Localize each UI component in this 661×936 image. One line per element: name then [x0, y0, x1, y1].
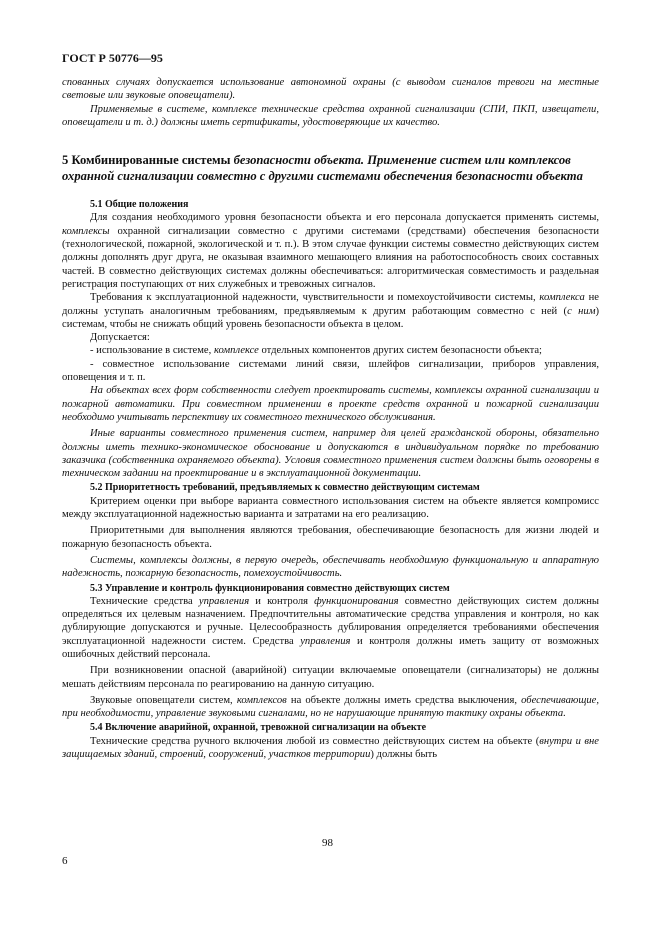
- document-body: [62, 76, 599, 761]
- subsection-5-2-heading: 5.2 Приоритетность требований, предъявляемых к совместно действующим системам: [90, 482, 480, 494]
- s51-paragraph-1: [62, 211, 599, 291]
- text-run: отдельных компонентов других систем безопасности объекта;: [261, 345, 542, 357]
- italic-run: функционирования: [314, 595, 399, 607]
- text-run: охранной сигнализации совместно с другими системами (средствами) обеспечения безопасности (технологической, пожарной, экологической и т. п.). В этом случае функции системы совместно действующих систем должны дополнять друг друга, не оказывая взаимного мешающего влияния на работоспособность своих составных частей. В совместно действующих системах должны обеспечиваться: алгоритмическая совместимость и раздельная регистрация поступающих от них служебных и тревожных сигналов.: [62, 225, 599, 290]
- page-number-left: 6: [62, 855, 68, 867]
- intro-paragraph-2: Применяемые в системе, комплексе технические средства охранной сигнализации (СПИ, ПКП, извещатели, оповещатели и т. д.) должны иметь сертификаты, удостоверяющие их качество.: [62, 103, 599, 128]
- s52-paragraph-3: Системы, комплексы должны, в первую очередь, обеспечивать необходимую функциональную и аппаратную надежность, пожарную безопасность, помехоустойчивость.: [62, 554, 599, 580]
- italic-run: комплекса: [539, 292, 585, 304]
- italic-run: комплексы: [62, 225, 110, 237]
- text-run: на объекте должны иметь средства выключения,: [290, 694, 517, 706]
- subsection-5-3-heading: 5.3 Управление и контроль функционирования совместно действующих систем: [90, 582, 450, 594]
- text-run: и контроля должны иметь защиту от возможных ошибочных действий персонала.: [62, 635, 599, 660]
- section-title-part-c: . Применение систем или комплексов охранной сигнализации совместно с другими системами обеспечения безопасности объекта: [62, 153, 583, 183]
- s51-paragraph-7: Иные варианты совместного применения систем, например для целей гражданской обороны, обязательно должны иметь технико-экономическое обоснование и допускаются в индивидуальном порядке по требованию заказчика (собственника охраняемого объекта). Условия совместного применения систем должны быть оговорены в техническом задании на проектирование и в эксплуатационной документации.: [62, 428, 599, 480]
- text-run: Технические средства: [90, 595, 193, 607]
- s53-paragraph-1: [62, 595, 599, 661]
- italic-run: управления: [300, 635, 351, 647]
- italic-run: внутри и вне защищаемых зданий, строений, сооружений, участков территории: [62, 735, 599, 761]
- s51-paragraph-6: На объектах всех форм собственности следует проектировать системы, комплексы охранной сигнализации и пожарной автоматики. При совместном применении в проекте средств охранной и пожарной сигнализации необходимо учитывать перспективу их совместного технического обслуживания.: [62, 385, 599, 423]
- section-title-part-b: безопасности объекта: [233, 153, 361, 168]
- s51-paragraph-2: [62, 291, 599, 331]
- italic-run: с ним: [567, 305, 596, 317]
- s52-paragraph-2: Приоритетными для выполнения являются требования, обеспечивающие безопасность для жизни людей и пожарную безопасность объекта.: [62, 525, 599, 550]
- document-header: ГОСТ Р 50776—95: [62, 51, 163, 65]
- s52-paragraph-1: Критерием оценки при выборе варианта совместного использования систем на объекте является компромисс между эксплуатационной надежностью варианта и затратами на его реализацию.: [62, 495, 599, 521]
- text-run: и контроля: [255, 595, 309, 607]
- subsection-5-4-heading: 5.4 Включение аварийной, охранной, тревожной сигнализации на объекте: [90, 722, 427, 734]
- italic-run: комплексе: [213, 345, 259, 357]
- s54-paragraph-1: [62, 735, 599, 762]
- text-run: ) системам, чтобы не снижать общий уровень безопасности объекта в целом.: [62, 305, 599, 330]
- page-number-center: 98: [322, 837, 333, 849]
- text-run: Требования к эксплуатационной надежности, чувствительности и помехоустойчивости системы,: [90, 292, 536, 304]
- text-run: Технические средства ручного включения любой из совместно действующих систем на объекте (: [90, 735, 540, 747]
- text-run: ) должны быть: [370, 749, 438, 761]
- text-run: совместно действующих систем должны определяться их целевым назначением. Предпочтительны автоматические средства управления и контроля, но как дублирующие допускаются и ручные. Целесообразность дублирования определяется требованиями обеспечения эксплуатационной надежности систем. Средства: [62, 595, 599, 647]
- italic-run: комплексов: [236, 694, 287, 706]
- section-number: 5: [62, 153, 69, 168]
- s53-paragraph-3: [62, 694, 599, 721]
- s53-paragraph-2: При возникновении опасной (аварийной) ситуации включаемые оповещатели (сигнализаторы) не должны мешать действиям персонала по реагированию на данную ситуацию.: [62, 665, 599, 690]
- text-run: - использование в системе,: [90, 345, 212, 357]
- text-run: не должны уступать аналогичным требованиям, предъявляемым к другим работающим совместно с ней (: [62, 292, 599, 317]
- s51-list-item-1: [62, 344, 599, 357]
- section-5-title: [62, 153, 599, 184]
- s51-paragraph-3: Допускается:: [90, 332, 150, 344]
- subsection-5-1-heading: 5.1 Общие положения: [90, 199, 189, 211]
- intro-paragraph-1: спованных случаях допускается использование автономной охраны (с выводом сигналов тревоги на местные световые или звуковые оповещатели).: [62, 77, 599, 102]
- s51-list-item-2: - совместное использование системами линий связи, шлейфов сигнализации, приборов управления, оповещения и т. п.: [62, 358, 599, 384]
- section-title-part-a: Комбинированные системы: [71, 153, 231, 168]
- italic-run: обеспечивающие, при необходимости, управление звуковыми сигналами, но не нарушающие принятую тактику охраны объекта.: [62, 694, 599, 720]
- italic-run: управления: [198, 595, 250, 607]
- text-run: Звуковые оповещатели систем,: [90, 694, 233, 706]
- text-run: Для создания необходимого уровня безопасности объекта и его персонала допускается применять системы,: [90, 212, 599, 224]
